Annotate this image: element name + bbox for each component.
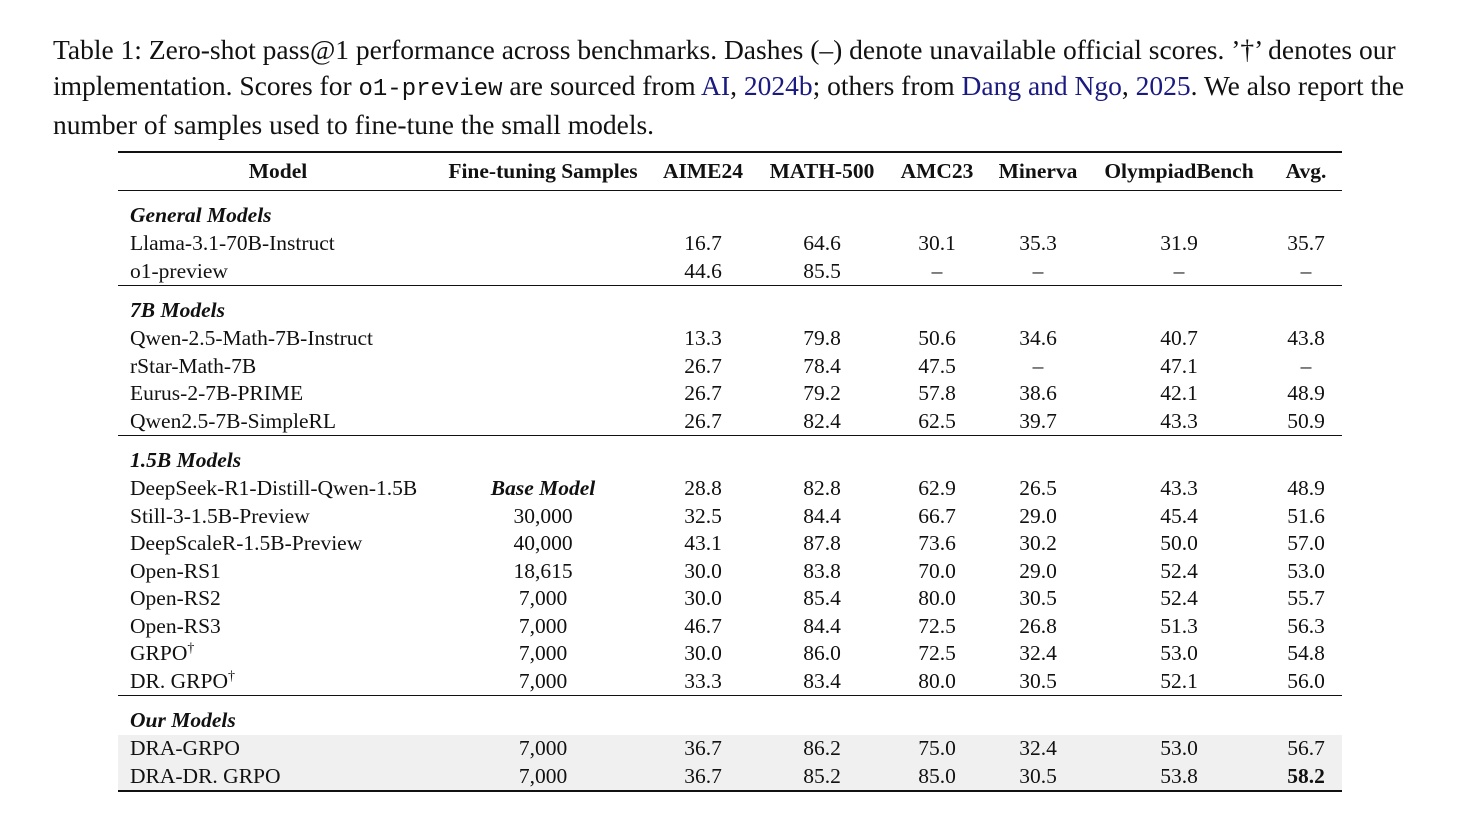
olympiadbench-score: 53.0 [1160, 641, 1198, 665]
minerva-score: 32.4 [1019, 641, 1057, 665]
model-name-text: rStar-Math-7B [130, 353, 257, 378]
math500-score: 84.4 [803, 613, 841, 638]
math500-score: 86.2 [758, 735, 886, 763]
amc23-score: 72.5 [918, 613, 956, 638]
model-name [118, 640, 438, 668]
model-name [118, 353, 438, 381]
avg-score: 50.9 [1287, 408, 1325, 433]
amc23-score: 50.6 [918, 326, 956, 350]
fine-tuning-samples: 7,000 [518, 586, 568, 610]
math500-score: 82.4 [803, 408, 841, 433]
aime24-score: 28.8 [684, 476, 722, 500]
aime24-score: 33.3 [684, 668, 722, 693]
table-row [118, 408, 1342, 436]
olympiadbench-score: 52.1 [1160, 668, 1198, 693]
table-row [118, 380, 1342, 408]
amc23-score: – [931, 258, 943, 283]
olympiadbench-score: 45.4 [1160, 503, 1198, 528]
minerva-score: 38.6 [1019, 381, 1057, 405]
minerva-score: 30.2 [1019, 531, 1057, 555]
model-name [118, 503, 438, 531]
olympiadbench-score: 42.1 [1160, 381, 1198, 405]
table-row [118, 640, 1342, 668]
math500-score: 85.4 [803, 586, 841, 610]
table-row [118, 558, 1342, 586]
math500-score: 86.0 [803, 641, 841, 665]
header-amc23: AMC23 [886, 152, 988, 191]
fine-tuning-samples: 7,000 [518, 668, 568, 693]
header-aime24: AIME24 [648, 152, 758, 191]
amc23-score: 85.0 [886, 763, 988, 792]
aime24-score: 30.0 [684, 641, 722, 665]
math500-score: 87.8 [803, 531, 841, 555]
olympiadbench-score: 50.0 [1160, 531, 1198, 555]
aime24-score: 30.0 [684, 586, 722, 610]
minerva-score: 32.4 [988, 735, 1088, 763]
aime24-score: 36.7 [648, 763, 758, 792]
aime24-score: 26.7 [684, 408, 722, 433]
model-name-text: Qwen2.5-7B-SimpleRL [130, 408, 337, 433]
citation-2024b-link[interactable]: 2024b [743, 69, 813, 101]
table-row [118, 325, 1342, 353]
section-header-row [118, 286, 1342, 326]
implementation-marker: † [187, 640, 195, 656]
model-name [118, 530, 438, 558]
section-title: General Models [130, 203, 272, 227]
table-row [118, 530, 1342, 558]
minerva-score: – [1032, 353, 1044, 378]
aime24-score: 13.3 [684, 326, 722, 350]
avg-score: 56.7 [1270, 735, 1342, 763]
olympiadbench-score: – [1173, 258, 1185, 283]
minerva-score: 35.3 [1019, 231, 1057, 255]
minerva-score: 30.5 [988, 763, 1088, 792]
model-name-text: DRA-GRPO [130, 736, 240, 760]
model-name [118, 585, 438, 613]
header-minerva: Minerva [988, 152, 1088, 191]
table-row [118, 503, 1342, 531]
table-row [118, 735, 1342, 763]
avg-score: 53.0 [1287, 558, 1325, 583]
model-name [118, 475, 438, 503]
caption-text-3: ; others from [812, 69, 962, 101]
table-row [118, 230, 1342, 258]
olympiadbench-score: 43.3 [1160, 408, 1198, 433]
avg-score: 48.9 [1287, 381, 1325, 405]
fine-tuning-samples [438, 325, 648, 353]
fine-tuning-samples: 7,000 [438, 735, 648, 763]
model-name-text: Open-RS3 [130, 613, 221, 638]
olympiadbench-score: 40.7 [1160, 326, 1198, 350]
model-name [118, 763, 438, 792]
model-name-text: Open-RS1 [130, 558, 221, 583]
section-title: Our Models [118, 696, 1342, 736]
table-body [118, 191, 1342, 792]
fine-tuning-samples: 40,000 [513, 531, 573, 555]
model-name-text: Open-RS2 [130, 586, 221, 610]
amc23-score: 30.1 [918, 231, 956, 255]
fine-tuning-samples [438, 230, 648, 258]
table-row [118, 763, 1342, 792]
fine-tuning-samples [438, 380, 648, 408]
olympiadbench-score: 31.9 [1160, 231, 1198, 255]
model-name-text: Eurus-2-7B-PRIME [130, 381, 304, 405]
model-name-text: o1-preview [130, 258, 228, 283]
olympiadbench-score: 43.3 [1160, 476, 1198, 500]
caption-sep-2: , [1121, 69, 1136, 101]
olympiadbench-score: 53.0 [1088, 735, 1270, 763]
header-math500: MATH-500 [758, 152, 886, 191]
model-name [118, 735, 438, 763]
minerva-score: 29.0 [1019, 503, 1057, 528]
math500-score: 78.4 [803, 353, 841, 378]
olympiadbench-score: 47.1 [1160, 353, 1198, 378]
minerva-score: 26.8 [1019, 613, 1057, 638]
math500-score: 83.8 [803, 558, 841, 583]
model-name [118, 325, 438, 353]
olympiadbench-score: 52.4 [1160, 558, 1198, 583]
header-avg: Avg. [1270, 152, 1342, 191]
citation-ai-link[interactable]: AI [701, 69, 731, 101]
aime24-score: 46.7 [684, 613, 722, 638]
avg-score: 55.7 [1287, 586, 1325, 610]
olympiadbench-score: 53.8 [1088, 763, 1270, 792]
table-row [118, 353, 1342, 381]
caption-sep-1: , [730, 69, 744, 101]
amc23-score: 70.0 [918, 558, 956, 583]
table-row [118, 613, 1342, 641]
minerva-score: 30.5 [1019, 586, 1057, 610]
amc23-score: 80.0 [918, 586, 956, 610]
header-model: Model [118, 152, 438, 191]
amc23-score: 62.9 [918, 476, 956, 500]
fine-tuning-samples: 7,000 [518, 641, 568, 665]
model-name-text: Still-3-1.5B-Preview [130, 503, 310, 528]
avg-score: 57.0 [1287, 531, 1325, 555]
model-name-text: DeepSeek-R1-Distill-Qwen-1.5B [130, 476, 418, 500]
avg-score: 43.8 [1287, 326, 1325, 350]
table-header-row [118, 152, 1342, 191]
model-name [118, 380, 438, 408]
aime24-score: 32.5 [684, 503, 722, 528]
table-row [118, 668, 1342, 696]
minerva-score: – [1032, 258, 1044, 283]
fine-tuning-samples: 18,615 [513, 558, 573, 583]
aime24-score: 26.7 [684, 353, 722, 378]
section-title: 7B Models [118, 286, 1342, 326]
minerva-score: 29.0 [1019, 558, 1057, 583]
amc23-score: 62.5 [918, 408, 956, 433]
minerva-score: 39.7 [1019, 408, 1057, 433]
math500-score: 83.4 [803, 668, 841, 693]
avg-score: 48.9 [1287, 476, 1325, 500]
model-name [118, 258, 438, 286]
implementation-marker: † [227, 668, 235, 684]
aime24-score: 44.6 [684, 258, 722, 283]
amc23-score: 66.7 [918, 503, 956, 528]
fine-tuning-samples: 7,000 [518, 613, 568, 638]
minerva-score: 34.6 [1019, 326, 1057, 350]
math500-score: 79.2 [803, 381, 841, 405]
section-header-row [118, 436, 1342, 476]
amc23-score: 80.0 [918, 668, 956, 693]
fine-tuning-samples: 7,000 [438, 763, 648, 792]
table-row [118, 585, 1342, 613]
caption-text-1: Table 1: Zero-shot pass@1 performance across benchmarks. Dashes (–) denote unavailable official scores. ’†’ denotes our implementation. Scores for [53, 34, 1396, 101]
math500-score: 84.4 [803, 503, 841, 528]
model-name [118, 408, 438, 436]
avg-score: 58.2 [1270, 763, 1342, 792]
minerva-score: 26.5 [1019, 476, 1057, 500]
section-title: 1.5B Models [118, 436, 1342, 476]
olympiadbench-score: 51.3 [1160, 613, 1198, 638]
model-name-text: DeepScaleR-1.5B-Preview [130, 531, 363, 555]
avg-score: – [1300, 353, 1312, 378]
fine-tuning-samples: Base Model [490, 476, 596, 500]
amc23-score: 57.8 [918, 381, 956, 405]
table-row [118, 475, 1342, 503]
fine-tuning-samples [438, 408, 648, 436]
fine-tuning-samples [438, 353, 648, 381]
aime24-score: 30.0 [684, 558, 722, 583]
caption-text-4: . We also report the number of samples used to fine-tune the small models. [53, 69, 1405, 140]
aime24-score: 26.7 [684, 381, 722, 405]
avg-score: 54.8 [1287, 641, 1325, 665]
model-name-text: GRPO [130, 641, 188, 665]
avg-score: 56.3 [1287, 613, 1325, 638]
fine-tuning-samples: 30,000 [513, 503, 573, 528]
aime24-score: 43.1 [684, 531, 722, 555]
model-name [118, 230, 438, 258]
amc23-score: 75.0 [886, 735, 988, 763]
model-name-text: DRA-DR. GRPO [130, 763, 281, 788]
math500-score: 85.5 [803, 258, 841, 283]
minerva-score: 30.5 [1019, 668, 1057, 693]
math500-score: 79.8 [803, 326, 841, 350]
table-row [118, 258, 1342, 286]
model-name-text: Llama-3.1-70B-Instruct [130, 231, 335, 255]
model-name [118, 613, 438, 641]
amc23-score: 73.6 [918, 531, 956, 555]
model-name-text: DR. GRPO [130, 668, 228, 693]
citation-2025-link[interactable]: 2025 [1135, 69, 1191, 101]
math500-score: 82.8 [803, 476, 841, 500]
amc23-score: 47.5 [918, 353, 956, 378]
math500-score: 85.2 [758, 763, 886, 792]
caption-text-2: are sourced from [502, 69, 702, 101]
section-header-row [118, 191, 1342, 231]
results-table [118, 151, 1342, 792]
aime24-score: 36.7 [648, 735, 758, 763]
header-olympiadbench: OlympiadBench [1088, 152, 1270, 191]
avg-score: – [1300, 258, 1312, 283]
header-fine-tuning-samples: Fine-tuning Samples [438, 152, 648, 191]
avg-score: 51.6 [1287, 503, 1325, 528]
caption-model-name: o1-preview [358, 75, 503, 103]
table-caption [53, 32, 1433, 143]
avg-score: 56.0 [1287, 668, 1325, 693]
avg-score: 35.7 [1287, 231, 1325, 255]
model-name [118, 668, 438, 696]
amc23-score: 72.5 [918, 641, 956, 665]
aime24-score: 16.7 [684, 231, 722, 255]
math500-score: 64.6 [803, 231, 841, 255]
model-name-text: Qwen-2.5-Math-7B-Instruct [130, 326, 374, 350]
fine-tuning-samples [438, 258, 648, 286]
model-name [118, 558, 438, 586]
section-header-row [118, 696, 1342, 736]
citation-dang-ngo-link[interactable]: Dang and Ngo [961, 69, 1122, 101]
olympiadbench-score: 52.4 [1160, 586, 1198, 610]
